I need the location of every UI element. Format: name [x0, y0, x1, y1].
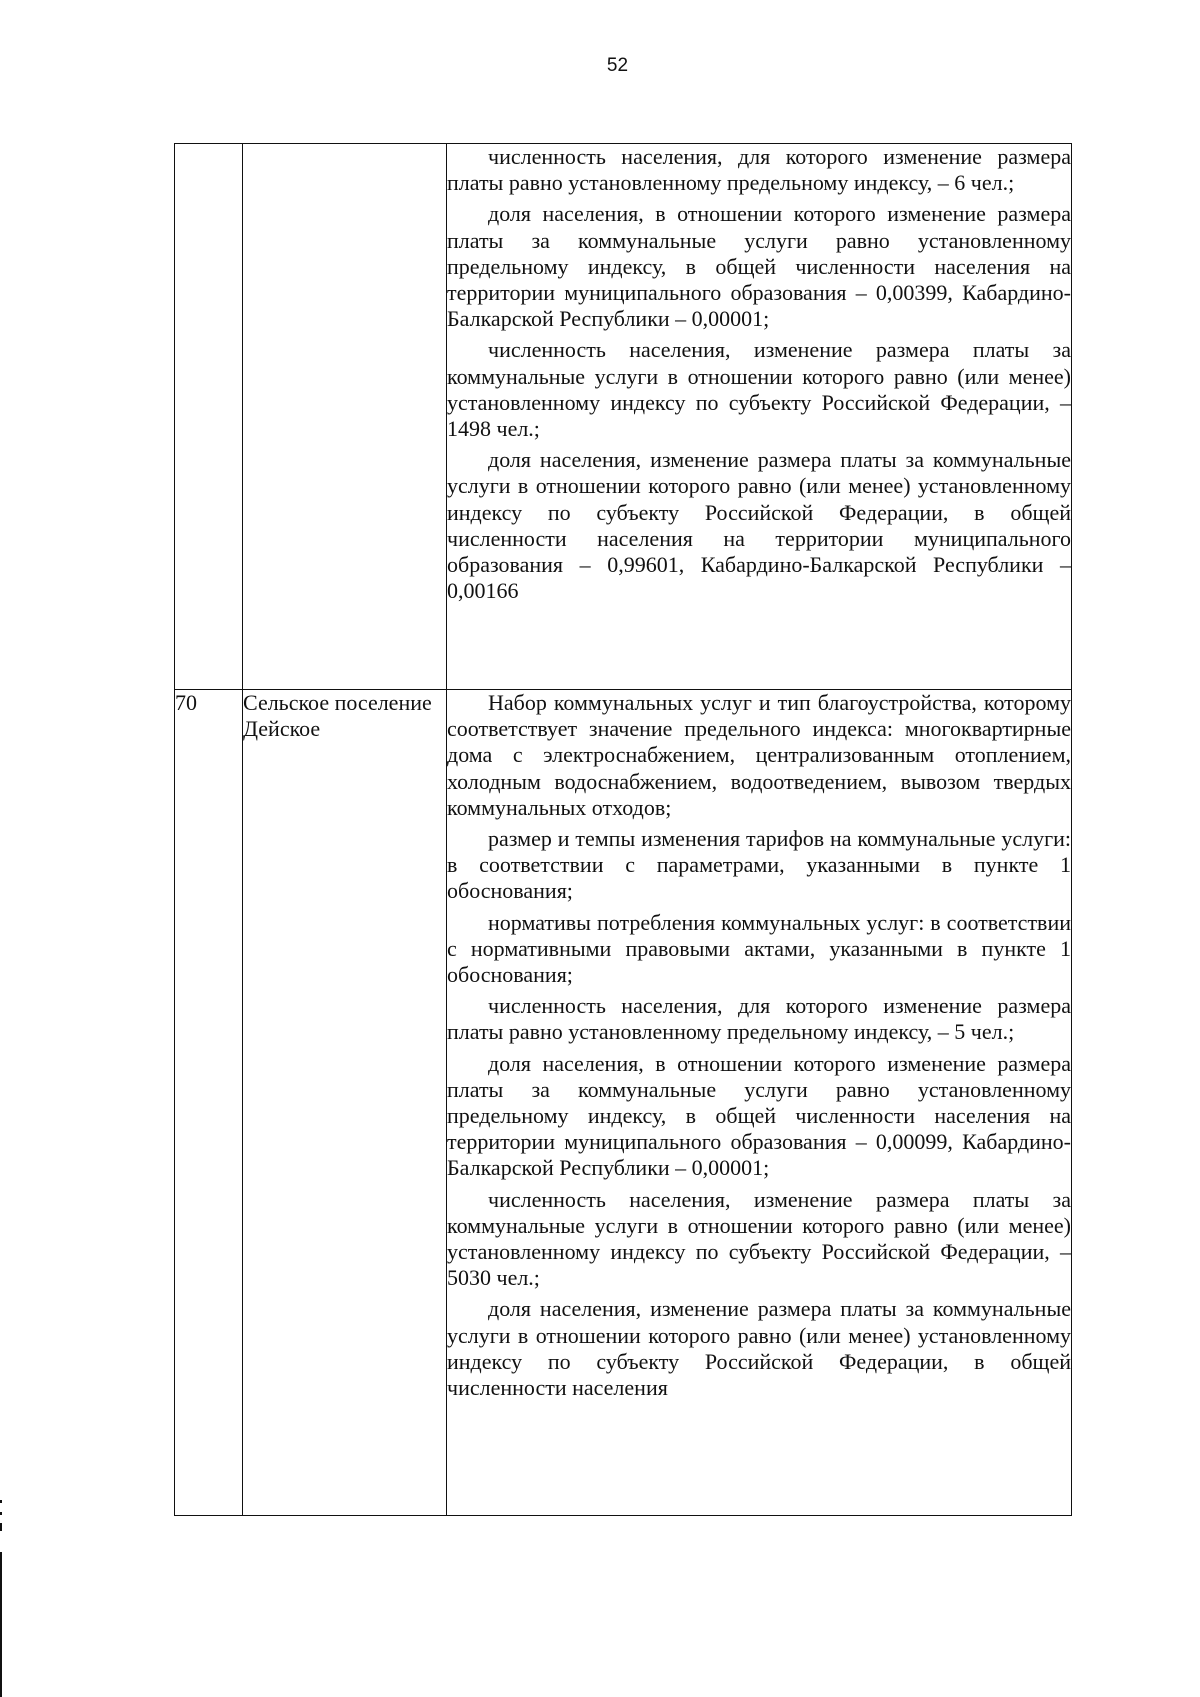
description-paragraph: Набор коммунальных услуг и тип благоустройства, которому соответствует значение предельного индекса: многоквартирные дома с электроснабжением, централизованным отоплением, холодным водоснабжением, водоотведением, вывозом твердых коммунальных отходов; — [447, 690, 1071, 820]
scan-margin-mark — [0, 1500, 2, 1503]
description-paragraph: размер и темпы изменения тарифов на коммунальные услуги: в соответствии с параметрами, указанными в пункте 1 обоснования; — [447, 826, 1071, 904]
row-number-cell — [175, 144, 243, 690]
row-number-cell: 70 — [175, 690, 243, 1516]
municipality-name-cell: Сельское поселение Дейское — [243, 690, 447, 1516]
description-paragraph: нормативы потребления коммунальных услуг: в соответствии с нормативными правовыми актами, указанными в пункте 1 обоснования; — [447, 909, 1071, 988]
table-row — [175, 144, 1072, 690]
description-cell — [447, 690, 1072, 1516]
description-paragraph: доля населения, изменение размера платы за коммунальные услуги в отношении которого равно (или менее) установленному индексу по субъекту Российской Федерации, в общей численности населения — [447, 1296, 1071, 1401]
municipality-name-cell — [243, 144, 447, 690]
description-paragraph: доля населения, изменение размера платы за коммунальные услуги в отношении которого равно (или менее) установленному индексу по субъекту Российской Федерации, в общей численности населения на территории муниципального образования – 0,99601, Кабардино-Балкарской Республики – 0,00166 — [447, 447, 1071, 604]
description-paragraph: доля населения, в отношении которого изменение размера платы за коммунальные услуги равно установленному предельному индексу, в общей численности населения на территории муниципального образования – 0,00099, Кабардино-Балкарской Республики – 0,00001; — [447, 1050, 1071, 1181]
scan-margin-mark — [0, 1512, 2, 1515]
description-paragraph: численность населения, для которого изменение размера платы равно установленному предельному индексу, – 6 чел.; — [447, 144, 1071, 196]
scan-margin-mark — [0, 1523, 2, 1531]
table-row — [175, 690, 1072, 1516]
description-paragraph: численность населения, изменение размера платы за коммунальные услуги в отношении которого равно (или менее) установленному индексу по субъекту Российской Федерации, – 1498 чел.; — [447, 337, 1071, 442]
description-paragraph: численность населения, для которого изменение размера платы равно установленному предельному индексу, – 5 чел.; — [447, 993, 1071, 1045]
description-paragraph: численность населения, изменение размера платы за коммунальные услуги в отношении которого равно (или менее) установленному индексу по субъекту Российской Федерации, – 5030 чел.; — [447, 1186, 1071, 1291]
description-cell — [447, 144, 1072, 690]
scan-margin-mark — [0, 1552, 2, 1697]
description-paragraph: доля населения, в отношении которого изменение размера платы за коммунальные услуги равно установленному предельному индексу, в общей численности населения на территории муниципального образования – 0,00399, Кабардино-Балкарской Республики – 0,00001; — [447, 201, 1071, 332]
page-number: 52 — [606, 55, 629, 76]
index-table — [174, 143, 1072, 1516]
